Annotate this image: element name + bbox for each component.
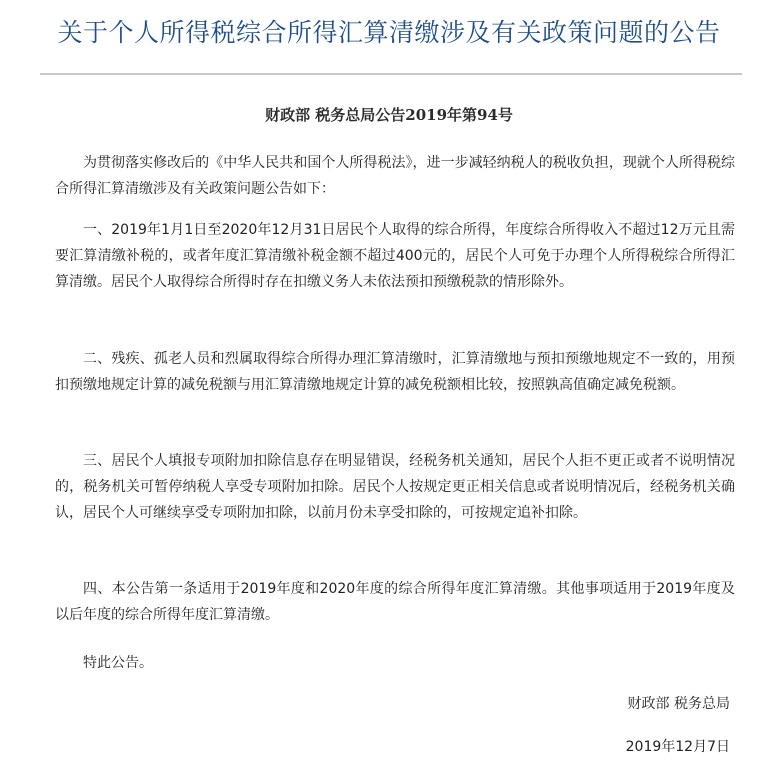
document-number: 财政部 税务总局公告2019年第94号 bbox=[265, 106, 513, 124]
paragraph-item-2: 二、残疾、孤老人员和烈属取得综合所得办理汇算清缴时，汇算清缴地与预扣预缴地规定不一致的，用预扣预缴地规定计算的减免税额与用汇算清缴地规定计算的减免税额相比较，按照孰高值确定减免税额。 bbox=[55, 351, 735, 393]
signature-date: 2019年12月7日 bbox=[625, 739, 730, 755]
paragraph-item-4: 四、本公告第一条适用于2019年度和2020年度的综合所得年度汇算清缴。其他事项适用于2019年度及以后年度的综合所得年度汇算清缴。 bbox=[55, 581, 735, 623]
page-title: 关于个人所得税综合所得汇算清缴涉及有关政策问题的公告 bbox=[57, 18, 721, 47]
paragraph-item-3: 三、居民个人填报专项附加扣除信息存在明显错误，经税务机关通知，居民个人拒不更正或者不说明情况的，税务机关可暂停纳税人享受专项附加扣除。居民个人按规定更正相关信息或者说明情况后，经税务机关确认，居民个人可继续享受专项附加扣除，以前月份未享受扣除的，可按规定追补扣除。 bbox=[55, 453, 735, 521]
paragraph-item-1: 一、2019年1月1日至2020年12月31日居民个人取得的综合所得，年度综合所得收入不超过12万元且需要汇算清缴补税的，或者年度汇算清缴补税金额不超过400元的，居民个人可免于办理个人所得税综合所得汇算清缴。居民个人取得综合所得时存在扣缴义务人未依法预扣预缴税款的情形除外。 bbox=[55, 222, 735, 290]
signature: 财政部 税务总局 bbox=[627, 696, 730, 712]
paragraph-intro: 为贯彻落实修改后的《中华人民共和国个人所得税法》，进一步减轻纳税人的税收负担，现就个人所得税综合所得汇算清缴涉及有关政策问题公告如下： bbox=[55, 155, 735, 197]
title-divider bbox=[40, 73, 742, 75]
paragraph-closing: 特此公告。 bbox=[83, 655, 153, 671]
